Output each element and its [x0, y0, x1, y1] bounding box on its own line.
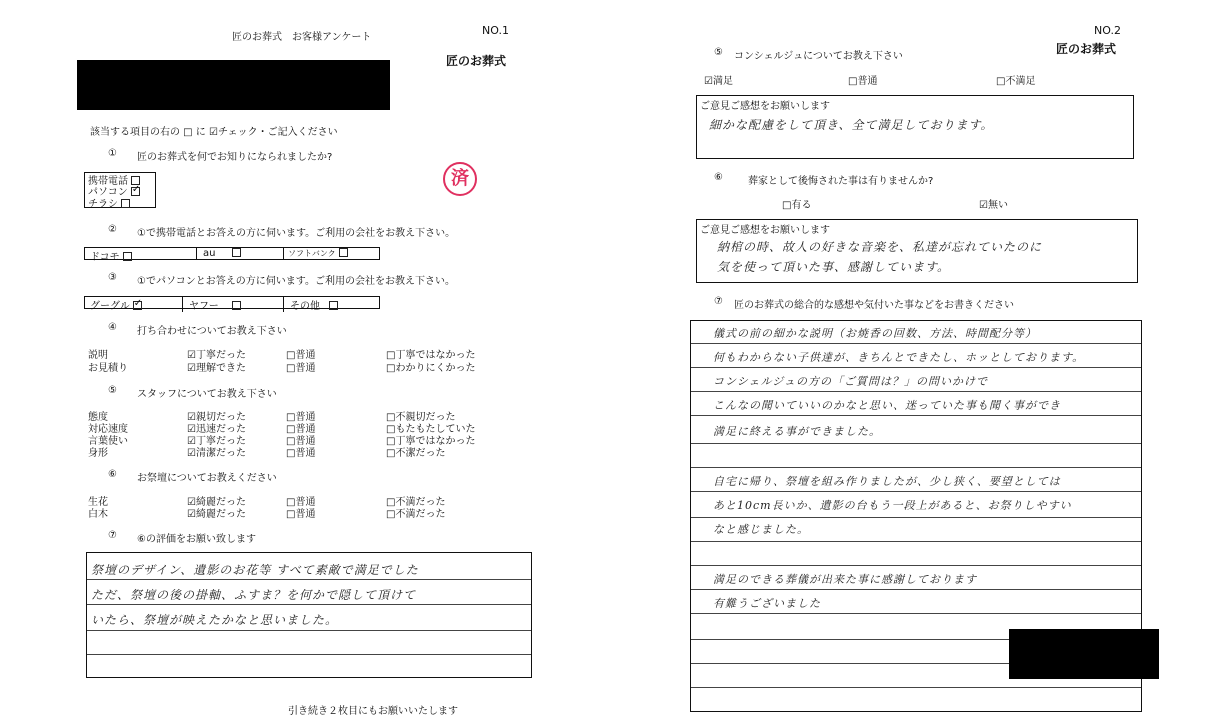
handwritten-comment-line: 満足のできる葬儀が出来た事に感謝しております	[713, 573, 977, 586]
q6-row-label: 生花	[88, 497, 108, 508]
q5-option-normal[interactable]: □普通	[286, 448, 316, 459]
q6-question: 葬家として後悔された事は有りませんか?	[748, 176, 934, 187]
ruled-line	[87, 579, 531, 580]
q6-option-good[interactable]: ☑綺麗だった	[187, 497, 246, 508]
q4-row-label: お見積り	[88, 363, 128, 374]
handwritten-comment-line: あと10cm長いか、遺影の台もう一段上があると、お祭りしやすい	[713, 499, 1072, 512]
q6-number: ⑥	[108, 469, 117, 480]
ruled-line	[691, 491, 1141, 492]
q1-number: ①	[108, 148, 117, 159]
ruled-line	[691, 415, 1141, 416]
q5-option-normal[interactable]: □普通	[848, 76, 878, 87]
q3-option-label: その他	[290, 301, 320, 312]
q6-option-bad[interactable]: □不満だった	[386, 509, 446, 520]
q2-option-label: ドコモ	[90, 252, 120, 263]
q2-option-softbank[interactable]	[283, 248, 348, 259]
seal-char: 済	[451, 168, 469, 189]
checkbox-icon[interactable]	[339, 248, 348, 257]
ruled-line	[691, 687, 1141, 688]
q4-option-normal[interactable]: □普通	[286, 363, 316, 374]
comment-box-label: ご意見ご感想をお願いします	[700, 225, 830, 236]
q1-question: 匠のお葬式を何でお知りになられましたか?	[137, 152, 333, 163]
q5-option-good[interactable]: ☑親切だった	[187, 412, 246, 423]
ruled-line	[691, 589, 1141, 590]
ruled-line	[691, 443, 1141, 444]
ruled-line	[691, 541, 1141, 542]
q5-row-label: 身形	[88, 448, 108, 459]
survey-page-2	[624, 0, 1224, 727]
q4-number: ④	[108, 322, 117, 333]
q6-comment-box[interactable]	[696, 219, 1138, 283]
q5-option-normal[interactable]: □普通	[286, 424, 316, 435]
q2-number: ②	[108, 224, 117, 235]
handwritten-comment-line: 満足に終える事ができました。	[713, 425, 881, 438]
ruled-line	[87, 654, 531, 655]
q5-option-good[interactable]: ☑丁寧だった	[187, 436, 246, 447]
q2-question: ①で携帯電話とお答えの方に伺います。ご利用の会社をお教え下さい。	[137, 228, 456, 239]
q2-option-docomo[interactable]	[90, 248, 132, 263]
q2-option-label: ソフトバンク	[288, 249, 336, 258]
ruled-line	[87, 630, 531, 631]
q3-number: ③	[108, 272, 117, 283]
handwritten-comment-line: 気を使って頂いた事、感謝しています。	[717, 260, 951, 274]
q5-comment-box[interactable]	[696, 95, 1134, 159]
handwritten-comment-line: 自宅に帰り、祭壇を組み作りましたが、少し狭く、要望としては	[713, 475, 1061, 488]
handwritten-comment-line: 何もわからない子供達が、きちんとできたし、ホッとしております。	[713, 351, 1085, 364]
q5-number: ⑤	[108, 385, 117, 396]
q5-option-normal[interactable]: □普通	[286, 412, 316, 423]
q6-option-normal[interactable]: □普通	[286, 497, 316, 508]
survey-title: 匠のお葬式 お客様アンケート	[232, 32, 372, 43]
q6-option-no[interactable]: ☑無い	[979, 200, 1008, 211]
q6-option-bad[interactable]: □不満だった	[386, 497, 446, 508]
q5-row-label: 態度	[88, 412, 108, 423]
handwritten-comment-line: こんなの聞いていいのかなと思い、迷っていた事も聞く事ができ	[713, 399, 1061, 412]
q5-option-bad[interactable]: □不親切だった	[386, 412, 456, 423]
ruled-line	[87, 604, 531, 605]
q5-option-good[interactable]: ☑迅速だった	[187, 424, 246, 435]
q5-row-label: 対応速度	[88, 424, 128, 435]
page-number: NO.2	[1094, 24, 1121, 37]
checkbox-checked-icon[interactable]	[131, 187, 140, 196]
q6-row-label: 白木	[88, 509, 108, 520]
q7-question: ⑥の評価をお願い致します	[137, 534, 256, 545]
q7-question: 匠のお葬式の総合的な感想や気付いた事などをお書きください	[734, 300, 1014, 311]
checkbox-icon[interactable]	[121, 199, 130, 208]
q4-row-label: 説明	[88, 350, 108, 361]
q4-option-satisfied[interactable]: ☑理解できた	[187, 363, 246, 374]
handwritten-comment-line: いたら、祭壇が映えたかなと思いました。	[91, 613, 339, 627]
q5-question: コンシェルジュについてお教え下さい	[734, 51, 903, 62]
comment-box-label: ご意見ご感想をお願いします	[700, 101, 830, 112]
q5-option-normal[interactable]: □普通	[286, 436, 316, 447]
ruled-line	[691, 517, 1141, 518]
footer-note: 引き続き２枚目にもお願いいたします	[288, 706, 458, 717]
handwritten-comment-line: 納棺の時、故人の好きな音楽を、私達が忘れていたのに	[717, 240, 1043, 254]
q1-option-label: 携帯電話	[88, 176, 128, 187]
q1-option-flyer[interactable]	[88, 195, 130, 210]
q5-option-good[interactable]: ☑清潔だった	[187, 448, 246, 459]
q4-option-unsatisfied[interactable]: □わかりにくかった	[386, 363, 476, 374]
q4-option-unsatisfied[interactable]: □丁寧ではなかった	[386, 350, 476, 361]
q5-option-bad[interactable]: □丁寧ではなかった	[386, 436, 476, 447]
q4-option-normal[interactable]: □普通	[286, 350, 316, 361]
q5-number: ⑤	[714, 47, 723, 58]
handwritten-comment-line: 細かな配慮をして頂き、全て満足しております。	[709, 118, 994, 132]
q4-option-satisfied[interactable]: ☑丁寧だった	[187, 350, 246, 361]
q6-option-yes[interactable]: □有る	[782, 200, 812, 211]
q6-number: ⑥	[714, 172, 723, 183]
q2-option-au[interactable]	[196, 248, 241, 259]
handwritten-comment-line: 有難うございました	[713, 597, 821, 610]
redacted-name-block	[77, 60, 390, 110]
q5-row-label: 言葉使い	[88, 436, 128, 447]
q6-option-normal[interactable]: □普通	[286, 509, 316, 520]
checkbox-icon[interactable]	[232, 301, 241, 310]
q3-option-label: グーグル	[90, 301, 130, 312]
ruled-line	[691, 391, 1141, 392]
handwritten-comment-line: ただ、祭壇の後の掛軸、ふすま？を何かで隠して頂けて	[91, 588, 417, 602]
q3-option-other[interactable]	[283, 297, 338, 312]
q7-comment-box[interactable]	[690, 320, 1142, 712]
instruction-text: 該当する項目の右の □ に ☑チェック・ご記入ください	[90, 127, 338, 138]
checkbox-icon[interactable]	[232, 248, 241, 257]
redacted-signature-block	[1009, 629, 1159, 679]
q3-option-google[interactable]	[90, 297, 142, 312]
handwritten-comment-line: 儀式の前の細かな説明（お焼香の回数、方法、時間配分等）	[713, 327, 1037, 340]
handwritten-comment-line: 祭壇のデザイン、遺影のお花等 すべて素敵で満足でした	[91, 563, 419, 577]
checkbox-icon[interactable]	[329, 301, 338, 310]
checkbox-icon[interactable]	[123, 252, 132, 261]
q3-question: ①でパソコンとお答えの方に伺います。ご利用の会社をお教え下さい。	[137, 276, 455, 287]
q5-option-satisfied[interactable]: ☑満足	[704, 76, 733, 87]
q2-option-label: au	[203, 248, 216, 259]
q3-option-label: ヤフー	[189, 301, 219, 312]
survey-page-1	[0, 0, 600, 727]
page-number: NO.1	[482, 24, 509, 37]
checkbox-checked-icon[interactable]	[133, 301, 142, 310]
ruled-line	[691, 565, 1141, 566]
q5-question: スタッフについてお教え下さい	[137, 389, 277, 400]
ruled-line	[691, 343, 1141, 344]
q7-number: ⑦	[108, 530, 117, 541]
q6-question: お祭壇についてお教えください	[137, 473, 277, 484]
handwritten-comment-line: コンシェルジュの方の「ご質問は？」の問いかけで	[713, 375, 989, 388]
brand-label: 匠のお葬式	[446, 54, 507, 68]
q5-option-bad[interactable]: □不潔だった	[386, 448, 446, 459]
brand-label: 匠のお葬式	[1056, 42, 1117, 56]
q1-option-label: チラシ	[88, 199, 118, 210]
completed-seal-stamp	[443, 162, 477, 196]
q7-number: ⑦	[714, 296, 723, 307]
ruled-line	[691, 613, 1141, 614]
q5-option-bad[interactable]: □もたもたしていた	[386, 424, 476, 435]
ruled-line	[691, 467, 1141, 468]
q4-question: 打ち合わせについてお教え下さい	[137, 326, 287, 337]
q7-comment-box[interactable]	[86, 552, 532, 678]
q1-option-label: パソコン	[88, 187, 128, 198]
handwritten-comment-line: なと感じました。	[713, 523, 809, 536]
q5-option-unsatisfied[interactable]: □不満足	[996, 76, 1036, 87]
q3-option-yahoo[interactable]	[182, 297, 241, 312]
q6-option-good[interactable]: ☑綺麗だった	[187, 509, 246, 520]
ruled-line	[691, 367, 1141, 368]
